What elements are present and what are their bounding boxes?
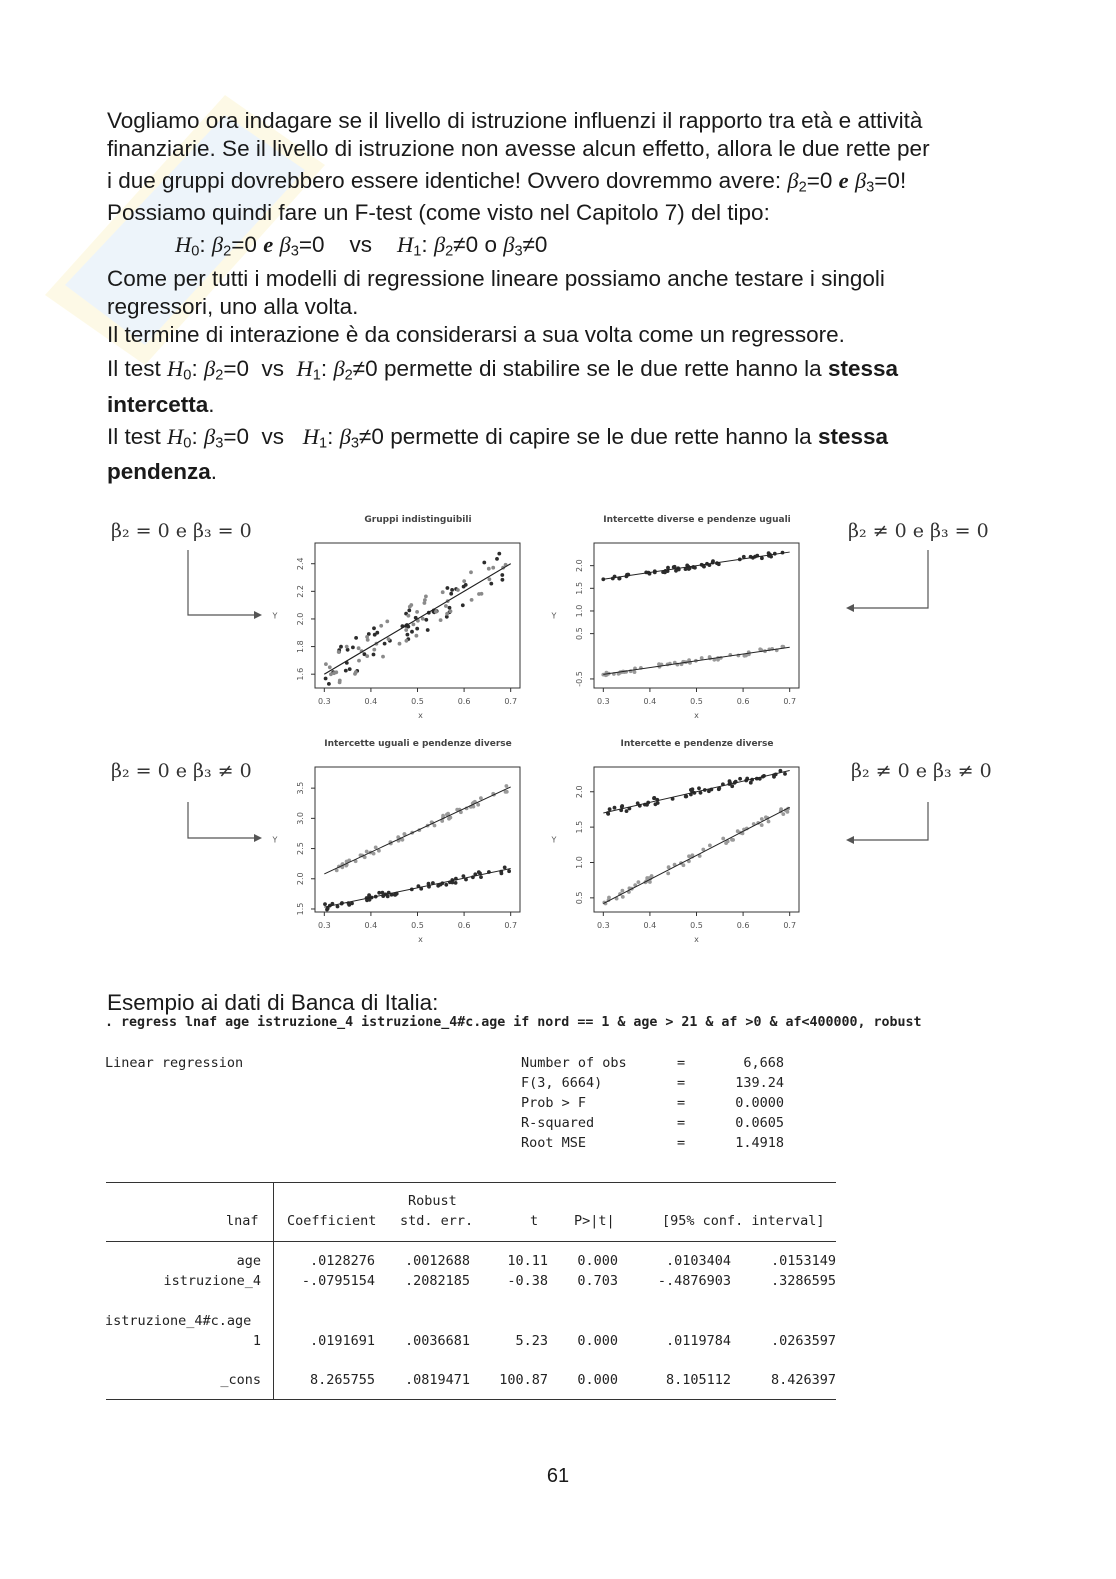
data-point [731, 838, 735, 842]
condition-label: β₂ = 0 e β₃ = 0 [111, 520, 252, 542]
data-point [424, 618, 428, 622]
cell-se: .2082185 [404, 1273, 470, 1289]
x-tick-label: 0.7 [504, 921, 518, 930]
x-tick-label: 0.4 [643, 697, 657, 706]
stat-eq: = [677, 1075, 686, 1091]
data-point [328, 665, 332, 669]
y-tick-label: 1.5 [575, 581, 584, 595]
header-se: std. err. [400, 1213, 474, 1229]
y-tick-label: 1.8 [296, 640, 305, 653]
row-label: _cons [220, 1372, 261, 1388]
regression-line [603, 771, 789, 813]
data-point [691, 787, 695, 791]
cell-coef: .0128276 [309, 1253, 375, 1269]
data-point [449, 592, 453, 596]
data-point [505, 784, 509, 788]
data-point [426, 628, 430, 632]
y-axis-label: Y [551, 611, 557, 621]
data-point [783, 772, 787, 776]
cell-se: .0819471 [404, 1372, 470, 1388]
data-point [415, 634, 419, 638]
stat-value: 1.4918 [735, 1135, 784, 1151]
cell-t: 5.23 [515, 1333, 548, 1349]
stat-value: 0.0605 [735, 1115, 784, 1131]
cell-se: .0012688 [404, 1253, 470, 1269]
data-point [760, 817, 764, 821]
data-point [503, 866, 507, 870]
data-point [507, 869, 511, 873]
data-point [637, 880, 641, 884]
condition-label: β₂ ≠ 0 e β₃ ≠ 0 [851, 760, 992, 782]
data-point [613, 806, 617, 810]
stat-eq: = [677, 1115, 686, 1131]
data-point [500, 573, 504, 577]
cell-lo: 8.105112 [665, 1372, 731, 1388]
x-tick-label: 0.5 [690, 697, 703, 706]
plot-title: Intercette diverse e pendenze uguali [603, 515, 791, 525]
plot-title: Intercette e pendenze diverse [620, 739, 774, 749]
regression-line [603, 647, 789, 674]
data-point [470, 598, 474, 602]
data-point [354, 636, 358, 640]
data-point [421, 617, 425, 621]
data-point [365, 654, 369, 658]
table-rule-bottom [106, 1399, 836, 1400]
data-point [476, 803, 480, 807]
data-point [344, 669, 348, 673]
stat-eq: = [677, 1055, 686, 1071]
data-point [666, 566, 670, 570]
data-point [497, 552, 501, 556]
y-tick-label: 0.5 [575, 627, 584, 640]
data-point [702, 565, 706, 569]
data-point [339, 645, 343, 649]
data-point [385, 620, 389, 624]
paragraph-line: Il termine di interazione è da considerarsi a sua volta come un regressore. [107, 322, 845, 347]
data-point [749, 781, 753, 785]
data-point [357, 646, 361, 650]
data-point [687, 854, 691, 858]
data-point [365, 850, 369, 854]
figure-regression-plots [0, 500, 1116, 970]
stata-command: . regress lnaf age istruzione_4 istruzione_4#c.age if nord == 1 & age > 21 & af >0 & af<400000, robust [105, 1015, 922, 1030]
data-point [620, 804, 624, 808]
x-axis-label: x [694, 935, 699, 944]
data-point [479, 875, 483, 879]
data-point [462, 874, 466, 878]
paragraph-line: Vogliamo ora indagare se il livello di istruzione influenzi il rapporto tra età e attività [107, 108, 923, 133]
y-tick-label: 0.5 [575, 891, 584, 905]
stat-eq: = [677, 1095, 686, 1111]
y-tick-label: 3.0 [296, 811, 305, 825]
data-point [366, 638, 370, 642]
cell-p: 0.000 [577, 1333, 618, 1349]
header-t: t [530, 1213, 539, 1229]
hypothesis-line: $H_0$: $\beta_2=0$ e $\beta_3=0$ vs $H_1$: $\beta_2\ne 0$ o $\beta_3\ne 0$ [175, 232, 548, 260]
y-tick-label: 1.0 [575, 604, 584, 618]
cell-hi: .0153149 [770, 1253, 836, 1269]
x-tick-label: 0.7 [783, 921, 797, 930]
stat-label: F(3, 6664) [521, 1075, 603, 1091]
x-tick-label: 0.4 [643, 921, 657, 930]
paragraph-line: Come per tutti i modelli di regressione lineare possiamo anche testare i singoli [107, 266, 885, 291]
data-point [767, 820, 771, 824]
row-label: 1 [252, 1333, 261, 1349]
plot-title: Gruppi indistinguibili [364, 515, 472, 525]
plot-title: Intercette uguali e pendenze diverse [324, 739, 512, 749]
plot-frame [315, 767, 520, 912]
x-tick-label: 0.4 [364, 921, 378, 930]
cell-hi: .3286595 [770, 1273, 836, 1289]
data-point [398, 642, 402, 646]
header-dep: lnaf [226, 1213, 259, 1229]
x-tick-label: 0.3 [317, 921, 331, 930]
stat-value: 0.0000 [735, 1095, 784, 1111]
plot-frame [594, 767, 799, 912]
page-number: 61 [546, 1465, 570, 1487]
data-point [351, 646, 355, 650]
data-point [488, 577, 492, 581]
paragraph-line: pendenza. [107, 459, 218, 484]
y-tick-label: 2.0 [296, 872, 305, 886]
table-rule-mid [106, 1241, 836, 1242]
cell-lo: -.4876903 [657, 1273, 731, 1289]
stat-value: 6,668 [743, 1055, 784, 1071]
data-point [682, 863, 686, 867]
data-point [409, 603, 413, 607]
cell-t: 100.87 [499, 1372, 548, 1388]
data-point [700, 656, 704, 660]
arrowheads [254, 604, 854, 844]
data-point [479, 796, 483, 800]
x-axis-label: x [418, 711, 423, 720]
cell-hi: 8.426397 [770, 1372, 836, 1388]
y-tick-label: 1.5 [575, 820, 584, 834]
data-point [372, 648, 376, 652]
data-point [487, 567, 491, 571]
stat-eq: = [677, 1135, 686, 1151]
data-point [405, 639, 409, 643]
paragraph-line: intercetta. [107, 392, 215, 417]
data-point [387, 637, 391, 641]
stat-label: R-squared [521, 1115, 595, 1131]
cell-t: -0.38 [507, 1273, 548, 1289]
regression-line [324, 564, 510, 674]
data-point [500, 872, 504, 876]
table-rule-top [106, 1182, 836, 1183]
x-tick-label: 0.4 [364, 697, 378, 706]
data-point [446, 586, 450, 590]
data-point [454, 881, 458, 885]
y-tick-label: 2.0 [575, 559, 584, 573]
data-point [393, 893, 397, 897]
cell-p: 0.000 [577, 1253, 618, 1269]
data-point [345, 645, 349, 649]
stat-value: 139.24 [735, 1075, 784, 1091]
header-coef: Coefficient [287, 1213, 377, 1229]
data-point [374, 846, 378, 850]
data-point [504, 790, 508, 794]
plot-frame [315, 543, 520, 688]
data-point [373, 633, 377, 637]
data-point [707, 789, 711, 793]
condition-label: β₂ = 0 e β₃ ≠ 0 [111, 760, 252, 782]
data-point [407, 609, 411, 613]
cell-lo: .0103404 [665, 1253, 731, 1269]
data-point [674, 569, 678, 573]
data-point [491, 566, 495, 570]
cell-se: .0036681 [404, 1333, 470, 1349]
x-tick-label: 0.7 [783, 697, 797, 706]
x-tick-label: 0.3 [317, 697, 331, 706]
data-point [736, 829, 740, 833]
cell-coef: 8.265755 [309, 1372, 375, 1388]
example-heading: Esempio ai dati di Banca di Italia: [107, 990, 439, 1015]
cell-lo: .0119784 [665, 1333, 731, 1349]
data-point [760, 823, 764, 827]
data-point [625, 809, 629, 813]
data-point [324, 662, 328, 666]
data-point [325, 908, 329, 912]
y-axis-label: Y [551, 835, 557, 845]
data-point [608, 807, 612, 811]
data-point [495, 557, 499, 561]
data-point [346, 648, 350, 652]
paragraph-line: Il test $H_0$: $\beta_2=0$ vs $H_1$: $\beta_2\ne 0$ permette di stabilire se le due rette hanno la stessa [107, 356, 899, 384]
data-point [621, 889, 625, 893]
paragraph-line: regressori, uno alla volta. [107, 294, 359, 319]
data-point [633, 670, 637, 674]
data-point [412, 623, 416, 627]
cell-hi: .0263597 [770, 1333, 836, 1349]
data-point [337, 650, 341, 654]
data-point [329, 672, 333, 676]
data-point [697, 786, 701, 790]
data-point [407, 614, 411, 618]
data-point [448, 606, 452, 610]
data-point [760, 556, 764, 560]
y-tick-label: 1.5 [296, 902, 305, 916]
header-robust: Robust [408, 1193, 457, 1209]
y-axis-label: Y [272, 835, 278, 845]
x-tick-label: 0.5 [411, 697, 424, 706]
data-point [450, 588, 454, 592]
data-point [717, 787, 721, 791]
data-point [461, 603, 465, 607]
data-point [415, 627, 419, 631]
regression-line [324, 869, 510, 908]
data-point [327, 682, 331, 686]
data-point [379, 624, 383, 628]
data-point [667, 865, 671, 869]
data-point [462, 579, 466, 583]
data-point [348, 667, 352, 671]
data-point [441, 814, 445, 818]
data-point [708, 844, 712, 848]
cell-coef: -.0795154 [301, 1273, 375, 1289]
data-point [381, 655, 385, 659]
data-point [462, 585, 466, 589]
row-label: age [236, 1253, 261, 1269]
cell-coef: .0191691 [309, 1333, 375, 1349]
cell-p: 0.703 [577, 1273, 618, 1289]
paragraph-line: Possiamo quindi fare un F-test (come visto nel Capitolo 7) del tipo: [107, 200, 770, 225]
x-tick-label: 0.6 [736, 921, 750, 930]
data-point [406, 633, 410, 637]
y-tick-label: -0.5 [575, 671, 584, 687]
y-axis-label: Y [272, 611, 278, 621]
data-point [687, 567, 691, 571]
x-tick-label: 0.3 [596, 697, 610, 706]
cell-p: 0.000 [577, 1372, 618, 1388]
y-tick-label: 2.4 [296, 557, 305, 571]
plot-frame [594, 543, 799, 688]
paragraph-line: Il test $H_0$: $\beta_3=0$ vs $H_1$: $\beta_3\ne 0$ permette di capire se le due rette hanno la stessa [107, 424, 889, 452]
data-point [621, 895, 625, 899]
x-tick-label: 0.3 [596, 921, 610, 930]
data-point [489, 582, 493, 586]
condition-label: β₂ ≠ 0 e β₃ = 0 [848, 520, 989, 542]
data-point [357, 659, 361, 663]
data-point [324, 677, 328, 681]
data-point [403, 832, 407, 836]
y-tick-label: 3.5 [296, 781, 305, 795]
y-tick-label: 1.0 [575, 856, 584, 869]
data-point [469, 570, 473, 574]
data-point [444, 883, 448, 887]
data-point [410, 630, 414, 634]
stat-label: Prob > F [521, 1095, 587, 1111]
data-point [353, 672, 357, 676]
regression-line [603, 552, 789, 579]
data-point [666, 872, 670, 876]
stat-label: Root MSE [521, 1135, 587, 1151]
x-tick-label: 0.6 [457, 697, 471, 706]
data-point [441, 590, 445, 594]
data-point [738, 777, 742, 781]
data-point [445, 612, 449, 616]
x-tick-label: 0.6 [457, 921, 471, 930]
data-point [652, 796, 656, 800]
data-point [607, 896, 611, 900]
data-point [372, 653, 376, 657]
model-title: Linear regression [105, 1055, 244, 1071]
table-divider [273, 1182, 274, 1399]
data-point [654, 802, 658, 806]
x-axis-label: x [694, 711, 699, 720]
regression-line [603, 807, 789, 903]
data-point [383, 642, 387, 646]
data-point [477, 592, 481, 596]
regression-line [324, 787, 510, 874]
cell-t: 10.11 [507, 1253, 548, 1269]
x-tick-label: 0.5 [411, 921, 424, 930]
data-point [482, 561, 486, 565]
data-point [444, 604, 448, 608]
data-point [338, 679, 342, 683]
data-point [423, 598, 427, 602]
paragraph-line: finanziarie. Se il livello di istruzione non avesse alcun effetto, allora le due rette per [107, 136, 930, 161]
data-point [501, 578, 505, 582]
data-point [404, 628, 408, 632]
x-tick-label: 0.7 [504, 697, 518, 706]
paragraph-line: i due gruppi dovrebbero essere identiche! Ovvero dovremmo avere: $\beta_2=0$ e $\beta_3=0$! [107, 168, 907, 196]
x-tick-label: 0.6 [736, 697, 750, 706]
data-point [456, 588, 460, 592]
y-tick-label: 1.6 [296, 667, 305, 681]
header-p: P>|t| [574, 1213, 615, 1229]
row-label: istruzione_4#c.age [105, 1313, 252, 1329]
data-point [415, 610, 419, 614]
data-point [721, 837, 725, 841]
header-ci: [95% conf. interval] [662, 1213, 825, 1229]
data-point [439, 618, 443, 622]
y-tick-label: 2.0 [296, 612, 305, 626]
y-tick-label: 2.0 [575, 785, 584, 799]
x-tick-label: 0.5 [690, 921, 703, 930]
data-point [424, 595, 428, 599]
y-tick-label: 2.2 [296, 584, 305, 598]
data-point [434, 610, 438, 614]
data-point [684, 795, 688, 799]
data-point [372, 852, 376, 856]
stat-label: Number of obs [521, 1055, 627, 1071]
x-axis-label: x [418, 935, 423, 944]
data-point [447, 817, 451, 821]
row-label: istruzione_4 [163, 1273, 261, 1289]
data-point [436, 884, 440, 888]
data-point [323, 902, 327, 906]
data-point [372, 626, 376, 630]
y-tick-label: 2.5 [296, 842, 305, 855]
data-point [449, 609, 453, 613]
